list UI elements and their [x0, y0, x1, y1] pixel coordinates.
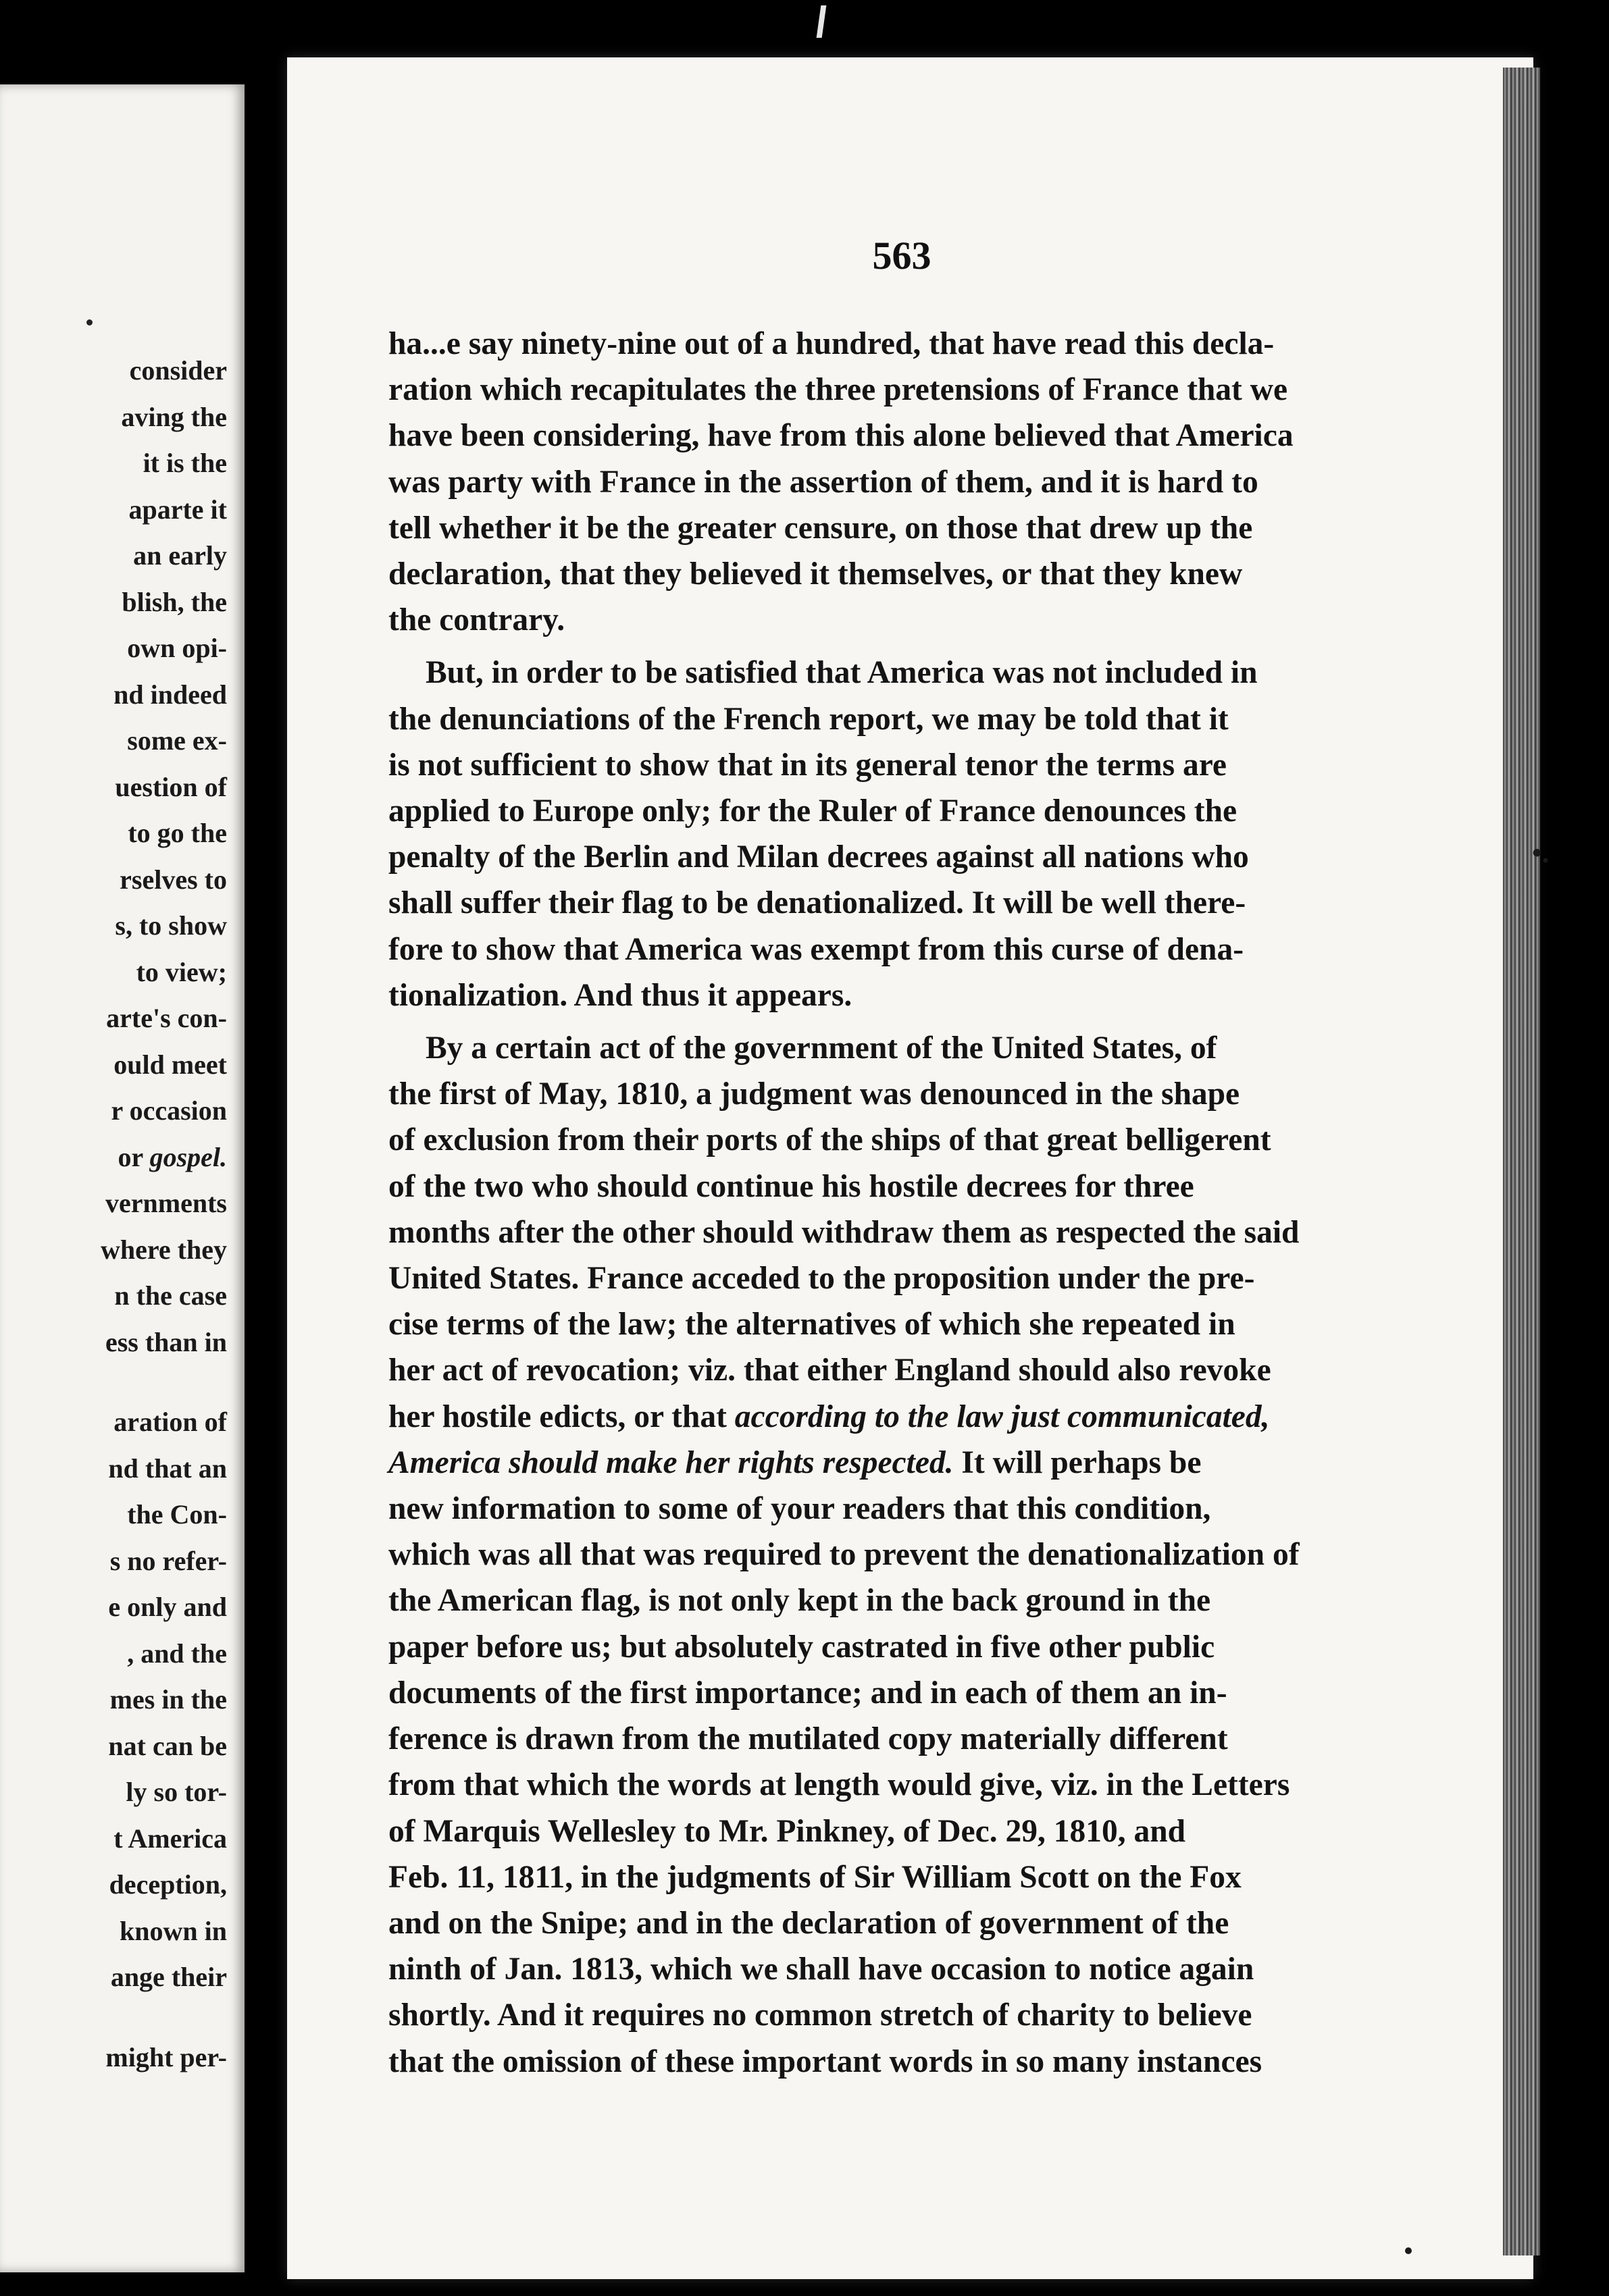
- text-line: is not sufficient to show that in its general tenor the terms are: [388, 747, 1227, 783]
- left-page-line: , and the: [127, 1638, 227, 1669]
- text-line: shall suffer their flag to be denationalized. It will be well there-: [388, 885, 1246, 921]
- text-line-prefix: her hostile edicts, or that: [388, 1399, 735, 1434]
- text-line: applied to Europe only; for the Ruler of France denounces the: [388, 793, 1237, 829]
- page-number: 563: [872, 234, 931, 278]
- text-line: have been considering, have from this alone believed that America: [388, 418, 1294, 454]
- text-line: was party with France in the assertion of them, and it is hard to: [388, 464, 1258, 500]
- left-page-line: [101, 2001, 227, 2035]
- text-line: [388, 1440, 1387, 1486]
- text-line: United States. France acceded to the proposition under the pre-: [388, 1261, 1255, 1297]
- text-line: of the two who should continue his hostile decrees for three: [388, 1168, 1194, 1204]
- left-page-line: own opi-: [127, 633, 227, 663]
- left-page-line: ly so tor-: [126, 1777, 227, 1807]
- left-page-line: it is the: [143, 448, 227, 478]
- paragraph-3-lines-before-italic: [388, 1025, 1387, 1394]
- text-line: But, in order to be satisfied that America was not included in: [426, 655, 1258, 691]
- text-line: declaration, that they believed it themselves, or that they knew: [388, 556, 1243, 592]
- text-line: ference is drawn from the mutilated copy materially different: [388, 1721, 1228, 1757]
- text-line: months after the other should withdraw them as respected the said: [388, 1214, 1300, 1250]
- text-line: [388, 1394, 1387, 1440]
- paragraph-3-lines-after-italic: [388, 1486, 1387, 2085]
- left-page-line: aration of: [113, 1407, 227, 1437]
- text-line-suffix: It will perhaps be: [953, 1444, 1202, 1480]
- main-text-block: [388, 321, 1387, 2085]
- left-page-line: an early: [133, 540, 227, 571]
- left-page-line: the Con-: [127, 1499, 227, 1530]
- left-page-line: s, to show: [115, 910, 227, 941]
- left-page-line: arte's con-: [106, 1003, 227, 1033]
- left-page-line: might per-: [105, 2041, 227, 2072]
- page-edge-stack: [1503, 68, 1540, 2255]
- left-page-line: vernments: [105, 1188, 227, 1218]
- text-line: her act of revocation; viz. that either England should also revoke: [388, 1353, 1271, 1388]
- text-line: new information to some of your readers that this condition,: [388, 1491, 1211, 1527]
- text-line: paper before us; but absolutely castrated in five other public: [388, 1629, 1215, 1665]
- left-page-line: mes in the: [109, 1684, 227, 1715]
- text-line: that the omission of these important words in so many instances: [388, 2043, 1262, 2079]
- left-facing-page: [0, 84, 245, 2272]
- text-line: the first of May, 1810, a judgment was denounced in the shape: [388, 1076, 1240, 1112]
- left-page-text-column: [101, 348, 227, 2081]
- left-page-line: deception,: [109, 1869, 227, 1900]
- left-page-line: nd indeed: [113, 679, 227, 710]
- left-page-line: aparte it: [128, 494, 227, 525]
- scan-artifact-dot: [1405, 2247, 1412, 2254]
- scan-artifact-top: [817, 5, 827, 38]
- paragraph-2: [388, 650, 1387, 1018]
- left-page-line: known in: [120, 1915, 227, 1946]
- text-line: documents of the first importance; and in each of them an in-: [388, 1675, 1227, 1711]
- text-line: shortly. And it requires no common stretch of charity to believe: [388, 1998, 1252, 2033]
- left-page-dot-mark: [86, 319, 93, 325]
- left-page-line: s no refer-: [109, 1545, 227, 1576]
- italic-quote-line-1: according to the law just communicated,: [734, 1399, 1270, 1434]
- text-line: the denunciations of the French report, we may be told that it: [388, 701, 1229, 737]
- left-page-line: e only and: [108, 1592, 227, 1622]
- left-page-line: ange their: [110, 1962, 227, 1992]
- left-page-line: or gospel.: [118, 1141, 227, 1172]
- left-page-line: aving the: [121, 401, 227, 432]
- italic-quote-line-2: America should make her rights respected.: [388, 1444, 954, 1480]
- text-line: ninth of Jan. 1813, which we shall have occasion to notice again: [388, 1952, 1254, 1987]
- text-line: of exclusion from their ports of the ships of that great belligerent: [388, 1122, 1271, 1158]
- left-page-line: nat can be: [108, 1730, 227, 1761]
- left-page-line: uestion of: [115, 771, 227, 802]
- left-page-line: blish, the: [122, 586, 227, 617]
- text-line: tell whether it be the greater censure, on those that drew up the: [388, 510, 1253, 546]
- text-line: Feb. 11, 1811, in the judgments of Sir William Scott on the Fox: [388, 1859, 1242, 1895]
- paragraph-1: [388, 321, 1387, 643]
- text-line: penalty of the Berlin and Milan decrees against all nations who: [388, 839, 1249, 875]
- text-line: which was all that was required to prevent the denationalization of: [388, 1537, 1300, 1573]
- left-page-line: nd that an: [108, 1453, 227, 1484]
- text-line: fore to show that America was exempt from this curse of dena-: [388, 931, 1244, 967]
- text-line: tionalization. And thus it appears.: [388, 977, 852, 1013]
- left-page-line: ess than in: [105, 1326, 227, 1357]
- text-line: the contrary.: [388, 602, 565, 638]
- margin-mark: •.: [1532, 838, 1550, 869]
- left-page-line: where they: [101, 1234, 227, 1265]
- left-page-line: [101, 1365, 227, 1399]
- text-line: and on the Snipe; and in the declaration of government of the: [388, 1905, 1229, 1941]
- left-page-line: rselves to: [120, 864, 227, 895]
- text-line: the American flag, is not only kept in the back ground in the: [388, 1583, 1211, 1619]
- left-page-line: ould meet: [113, 1049, 227, 1080]
- left-page-line: to view;: [136, 956, 227, 987]
- left-page-line: some ex-: [127, 725, 227, 756]
- text-line: of Marquis Wellesley to Mr. Pinkney, of Dec. 29, 1810, and: [388, 1813, 1186, 1849]
- text-line: ha...e say ninety-nine out of a hundred, that have read this decla-: [388, 326, 1275, 361]
- left-page-line: r occasion: [111, 1095, 227, 1126]
- left-page-line: t America: [113, 1823, 227, 1854]
- text-line: ration which recapitulates the three pretensions of France that we: [388, 372, 1288, 408]
- text-line: cise terms of the law; the alternatives of which she repeated in: [388, 1307, 1235, 1342]
- left-page-line: to go the: [128, 818, 227, 848]
- left-page-line: n the case: [114, 1280, 227, 1311]
- left-page-line: consider: [129, 355, 227, 386]
- text-line: from that which the words at length would give, viz. in the Letters: [388, 1767, 1290, 1803]
- paragraph-3: [388, 1025, 1387, 2085]
- text-line: By a certain act of the government of the United States, of: [426, 1030, 1217, 1066]
